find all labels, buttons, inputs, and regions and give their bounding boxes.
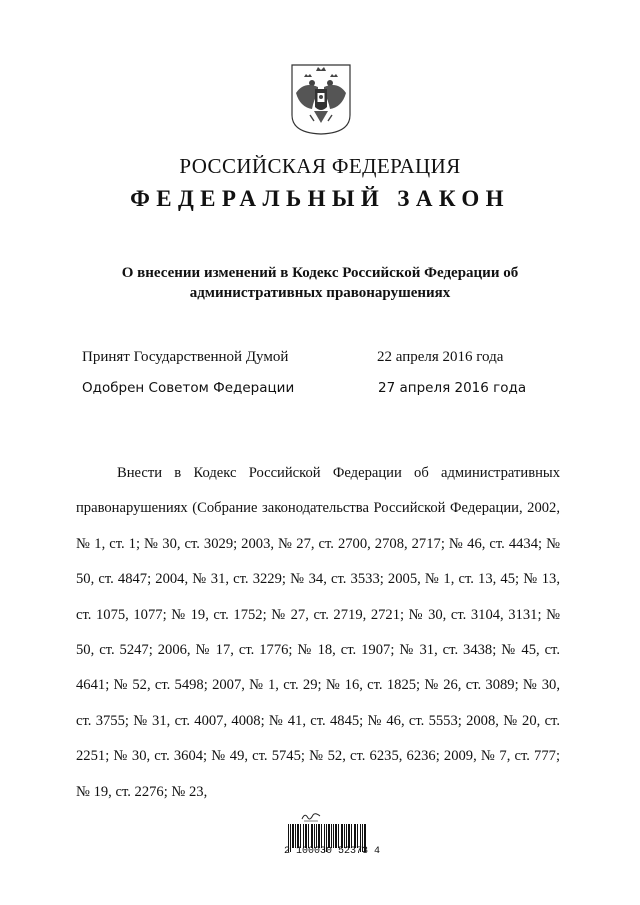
law-title-line: О внесении изменений в Кодекс Российской Федерации об — [121, 265, 519, 281]
signature-mark-icon — [300, 810, 322, 822]
document-type: ФЕДЕРАЛЬНЫЙ ЗАКОН — [130, 186, 510, 211]
adoption-label: Одобрен Советом Федерации — [82, 380, 295, 396]
russian-coat-of-arms-icon — [290, 63, 352, 136]
law-title — [60, 263, 580, 303]
adoption-label: Принят Государственной Думой — [82, 349, 289, 365]
barcode-number: 2 100030 52373 4 — [284, 846, 381, 857]
body-paragraph: Внести в Кодекс Российской Федерации об административных правонарушениях (Собрание законодательства Российской Федерации, 2002, № 1, ст. 1; № 30, ст. 3029; 2003, № 27, ст. 2700, 2708, 2717; № 46, ст. 4434; № 50, ст. 4847; 2004, № 31, ст. 3229; № 34, ст. 3533; 2005, № 1, ст. 13, 45; № 13, ст. 1075, 1077; № 19, ст. 1752; № 27, ст. 2719, 2721; № 30, ст. 3104, 3131; № 50, ст. 5247; 2006, № 17, ст. 1776; № 18, ст. 1907; № 31, ст. 3438; № 45, ст. 4641; № 52, ст. 5498; 2007, № 1, ст. 29; № 16, ст. 1825; № 26, ст. 3089; № 30, ст. 3755; № 31, ст. 4007, 4008; № 41, ст. 4845; № 46, ст. 5553; 2008, № 20, ст. 2251; № 30, ст. 3604; № 49, ст. 5745; № 52, ст. 6235, 6236; 2009, № 7, ст. 777; № 19, ст. 2276; № 23, — [76, 465, 560, 800]
law-title-line: административных правонарушениях — [189, 285, 451, 301]
country-name: РОССИЙСКАЯ ФЕДЕРАЦИЯ — [179, 154, 461, 178]
law-body — [76, 456, 560, 810]
adoption-date: 22 апреля 2016 года — [377, 349, 504, 365]
adoption-date: 27 апреля 2016 года — [378, 380, 527, 396]
